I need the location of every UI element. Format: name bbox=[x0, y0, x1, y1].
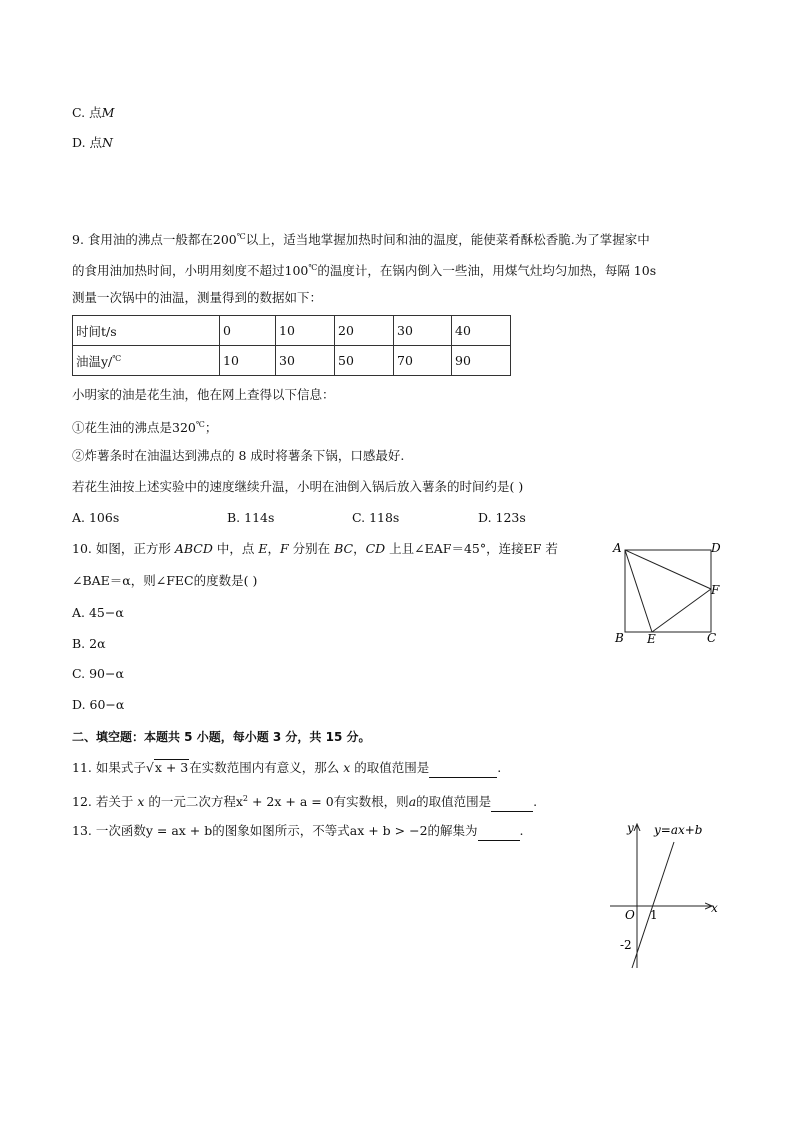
sqrt-expression: √x + 3 bbox=[145, 760, 189, 775]
table-cell: 40 bbox=[452, 316, 511, 346]
table-cell: 70 bbox=[394, 346, 452, 376]
text: 13. 一次函数y = ax + b的图象如图所示，不等式ax + b > −2的解集为 bbox=[72, 823, 478, 838]
celsius-unit: ℃ bbox=[308, 263, 318, 272]
celsius-unit: ℃ bbox=[236, 232, 246, 241]
q13-line bbox=[72, 822, 524, 841]
q10-line2: ∠BAE＝α，则∠FEC的度数是( ) bbox=[72, 573, 258, 588]
segment-ef bbox=[652, 589, 711, 632]
text: 分别在 bbox=[288, 541, 335, 556]
square-abcd bbox=[625, 550, 711, 632]
table-cell bbox=[73, 346, 220, 376]
q9-info2: ②炸薯条时在油温达到沸点的 8 成时将薯条下锅，口感最好. bbox=[72, 448, 405, 463]
q8-option-c bbox=[72, 104, 114, 122]
table-cell: 20 bbox=[335, 316, 394, 346]
q10-option-b: B. 2α bbox=[72, 636, 106, 651]
option-var: M bbox=[101, 105, 115, 120]
text: 的取值范围是 bbox=[350, 760, 430, 775]
q12-line bbox=[72, 790, 537, 812]
option-var: N bbox=[102, 135, 113, 150]
exponent: 2 bbox=[242, 794, 249, 803]
tick-label-1: 1 bbox=[650, 908, 658, 922]
q10-option-d: D. 60−α bbox=[72, 697, 125, 712]
x-axis-label: x bbox=[711, 901, 718, 915]
var: CD bbox=[365, 541, 386, 556]
q10-option-a: A. 45−α bbox=[72, 605, 124, 620]
var: ABCD bbox=[174, 541, 213, 556]
label-f: F bbox=[711, 583, 720, 597]
q9-option-a: A. 106s bbox=[72, 510, 120, 525]
label-b: B bbox=[615, 631, 624, 645]
text: 中，点 bbox=[212, 541, 259, 556]
var: BC bbox=[334, 541, 354, 556]
table-cell: 30 bbox=[276, 346, 335, 376]
radicand: x + 3 bbox=[154, 760, 189, 775]
text: 9. 食用油的沸点一般都在200 bbox=[72, 232, 237, 248]
q9-line2 bbox=[72, 259, 656, 280]
text: 12. 若关于 bbox=[72, 794, 138, 810]
text: 的温度计，在锅内倒入一些油，用煤气灶均匀加热，每隔 10s bbox=[317, 263, 657, 279]
answer-blank[interactable] bbox=[491, 793, 533, 812]
table-cell: 30 bbox=[394, 316, 452, 346]
text: ， bbox=[267, 541, 280, 556]
table-row bbox=[73, 316, 511, 346]
cell-label: 油温y/ bbox=[76, 353, 113, 369]
q10-line1 bbox=[72, 540, 558, 558]
table-cell: 50 bbox=[335, 346, 394, 376]
table-cell: 0 bbox=[220, 316, 276, 346]
function-label: y=ax+b bbox=[654, 823, 703, 837]
option-text: C. 点 bbox=[72, 105, 102, 120]
celsius-unit: ℃ bbox=[195, 420, 205, 429]
function-line bbox=[632, 842, 674, 968]
q10-option-c: C. 90−α bbox=[72, 666, 124, 681]
section-heading: 二、填空题：本题共 5 小题，每小题 3 分，共 15 分。 bbox=[72, 730, 371, 744]
text: + 2x + a = 0有实数根，则 bbox=[248, 794, 409, 810]
y-axis-label: y bbox=[627, 821, 634, 835]
var: x bbox=[343, 760, 351, 775]
text: 的一元二次方程x bbox=[144, 794, 243, 810]
text: . bbox=[497, 760, 502, 775]
q9-option-d: D. 123s bbox=[478, 510, 526, 525]
text: 以上，适当地掌握加热时间和油的温度，能使菜肴酥松香脆.为了掌握家中 bbox=[245, 232, 650, 248]
q9-option-c: C. 118s bbox=[352, 510, 400, 525]
text: ， bbox=[353, 541, 366, 556]
linear-graph bbox=[610, 816, 740, 972]
table-cell: 10 bbox=[276, 316, 335, 346]
answer-blank[interactable] bbox=[429, 759, 497, 778]
q8-option-d bbox=[72, 134, 113, 152]
answer-blank[interactable] bbox=[478, 822, 520, 841]
text: 上且∠EAF＝45°，连接EF 若 bbox=[385, 541, 558, 556]
data-table bbox=[72, 315, 511, 376]
text: 在实数范围内有意义，那么 bbox=[189, 760, 344, 775]
option-text: D. 点 bbox=[72, 135, 103, 150]
origin-label: O bbox=[625, 908, 635, 922]
table-cell: 时间t/s bbox=[73, 316, 220, 346]
label-a: A bbox=[613, 541, 622, 555]
tick-label-neg2: -2 bbox=[620, 938, 632, 952]
table-row bbox=[73, 346, 511, 376]
table-cell: 10 bbox=[220, 346, 276, 376]
var: E bbox=[258, 541, 268, 556]
text: 11. 如果式子 bbox=[72, 760, 146, 775]
q9-info1 bbox=[72, 416, 217, 437]
var: a bbox=[408, 794, 417, 810]
label-d: D bbox=[711, 541, 721, 555]
table-cell: 90 bbox=[452, 346, 511, 376]
var: x bbox=[137, 794, 145, 810]
segment-ae bbox=[625, 550, 652, 632]
var: F bbox=[279, 541, 289, 556]
q9-line3: 测量一次锅中的油温，测量得到的数据如下： bbox=[72, 290, 323, 305]
text: . bbox=[533, 794, 538, 810]
celsius-unit: ℃ bbox=[112, 353, 122, 363]
text: . bbox=[519, 823, 524, 838]
text: ①花生油的沸点是320 bbox=[72, 420, 196, 436]
text: 的取值范围是 bbox=[416, 794, 492, 810]
segment-af bbox=[625, 550, 711, 589]
label-c: C bbox=[707, 631, 717, 645]
text: ； bbox=[204, 420, 218, 436]
q9-line1 bbox=[72, 228, 650, 249]
square-figure bbox=[606, 536, 726, 648]
q11-line bbox=[72, 759, 501, 778]
q9-line5: 若花生油按上述实验中的速度继续升温，小明在油倒入锅后放入薯条的时间约是( ) bbox=[72, 479, 524, 494]
text: 的食用油加热时间，小明用刻度不超过100 bbox=[72, 263, 309, 279]
text: 10. 如图，正方形 bbox=[72, 541, 175, 556]
q9-option-b: B. 114s bbox=[227, 510, 275, 525]
q9-line4: 小明家的油是花生油，他在网上查得以下信息： bbox=[72, 387, 335, 402]
label-e: E bbox=[647, 632, 656, 646]
